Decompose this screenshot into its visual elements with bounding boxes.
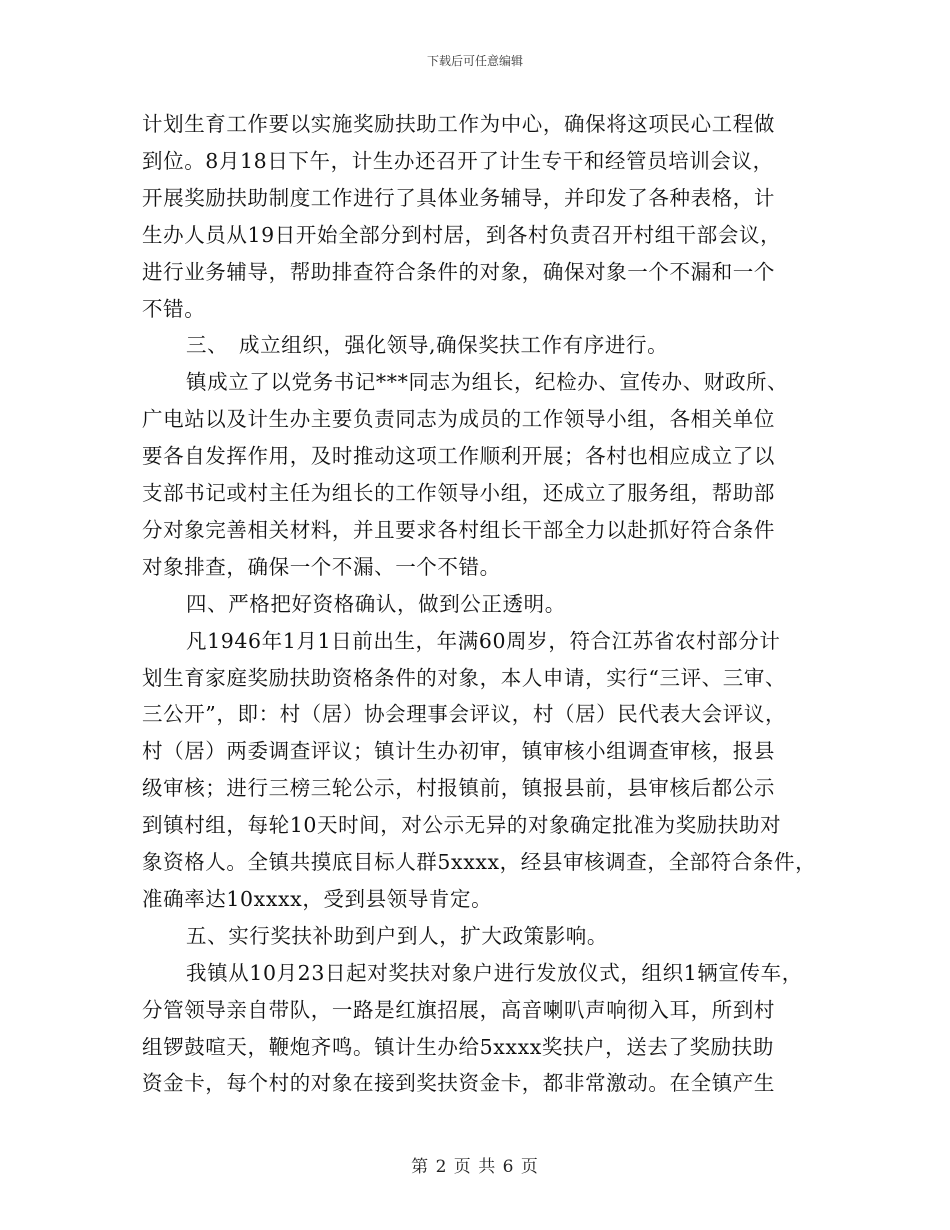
text-line: 级审核；进行三榜三轮公示，村报镇前，镇报县前，县审核后都公示 [142,776,775,801]
text-line: 生办人员从19日开始全部分到村居，到各村负责召开村组干部会议， [142,222,782,247]
page-footer: 第 2 页 共 6 页 [411,1157,539,1177]
text-line: 划生育家庭奖励扶助资格条件的对象，本人申请，实行“三评、三审、 [142,665,787,690]
text-line: 象资格人。全镇共摸底目标人群5xxxx，经县审核调查，全部符合条件， [142,850,817,874]
text-line: 四、严格把好资格确认，做到公正透明。 [186,591,566,616]
text-line: 凡1946年1月1日前出生，年满60周岁，符合江苏省农村部分计 [186,628,781,653]
text-line: 准确率达10xxxx，受到县领导肯定。 [142,886,493,911]
text-line: 分对象完善相关材料，并且要求各村组长干部全力以赴抓好符合条件 [142,517,775,542]
text-line: 三公开”，即：村（居）协会理事会评议，村（居）民代表大会评议， [142,702,787,727]
text-line: 进行业务辅导，帮助排查符合条件的对象，确保对象一个不漏和一个 [142,259,775,284]
page-header: 下载后可任意编辑 [426,54,523,68]
text-line: 要各自发挥作用，及时推动这项工作顺利开展；各村也相应成立了以 [142,444,775,469]
text-line: 开展奖励扶助制度工作进行了具体业务辅导，并印发了各种表格，计 [142,185,775,210]
text-line: 不错。 [142,296,206,321]
text-line: 到镇村组，每轮10天时间，对公示无异的对象确定批准为奖励扶助对 [142,813,782,838]
text-line: 镇成立了以党务书记***同志为组长，纪检办、宣传办、财政所、 [186,370,789,395]
text-line: 到位。8月18日下午，计生办还召开了计生专干和经管员培训会议， [142,148,774,173]
text-line: 资金卡，每个村的对象在接到奖扶资金卡，都非常激动。在全镇产生 [142,1071,775,1096]
text-line: 五、实行奖扶补助到户到人，扩大政策影响。 [186,923,608,948]
text-line: 村（居）两委调查评议；镇计生办初审，镇审核小组调查审核，报县 [142,739,775,764]
text-line: 三、 成立组织，强化领导,确保奖扶工作有序进行。 [186,333,669,358]
text-line: 对象排查，确保一个不漏、一个不错。 [142,554,501,579]
text-line: 支部书记或村主任为组长的工作领导小组，还成立了服务组，帮助部 [142,481,775,505]
text-line: 我镇从10月23日起对奖扶对象户进行发放仪式，组织1辆宣传车， [186,960,803,985]
text-line: 分管领导亲自带队，一路是红旗招展，高音喇叭声响彻入耳，所到村 [142,997,775,1022]
text-line: 广电站以及计生办主要负责同志为成员的工作领导小组，各相关单位 [142,407,775,432]
text-line: 组锣鼓喧天，鞭炮齐鸣。镇计生办给5xxxx奖扶户，送去了奖励扶助 [142,1034,774,1059]
text-line: 计划生育工作要以实施奖励扶助工作为中心，确保将这项民心工程做 [142,112,775,136]
